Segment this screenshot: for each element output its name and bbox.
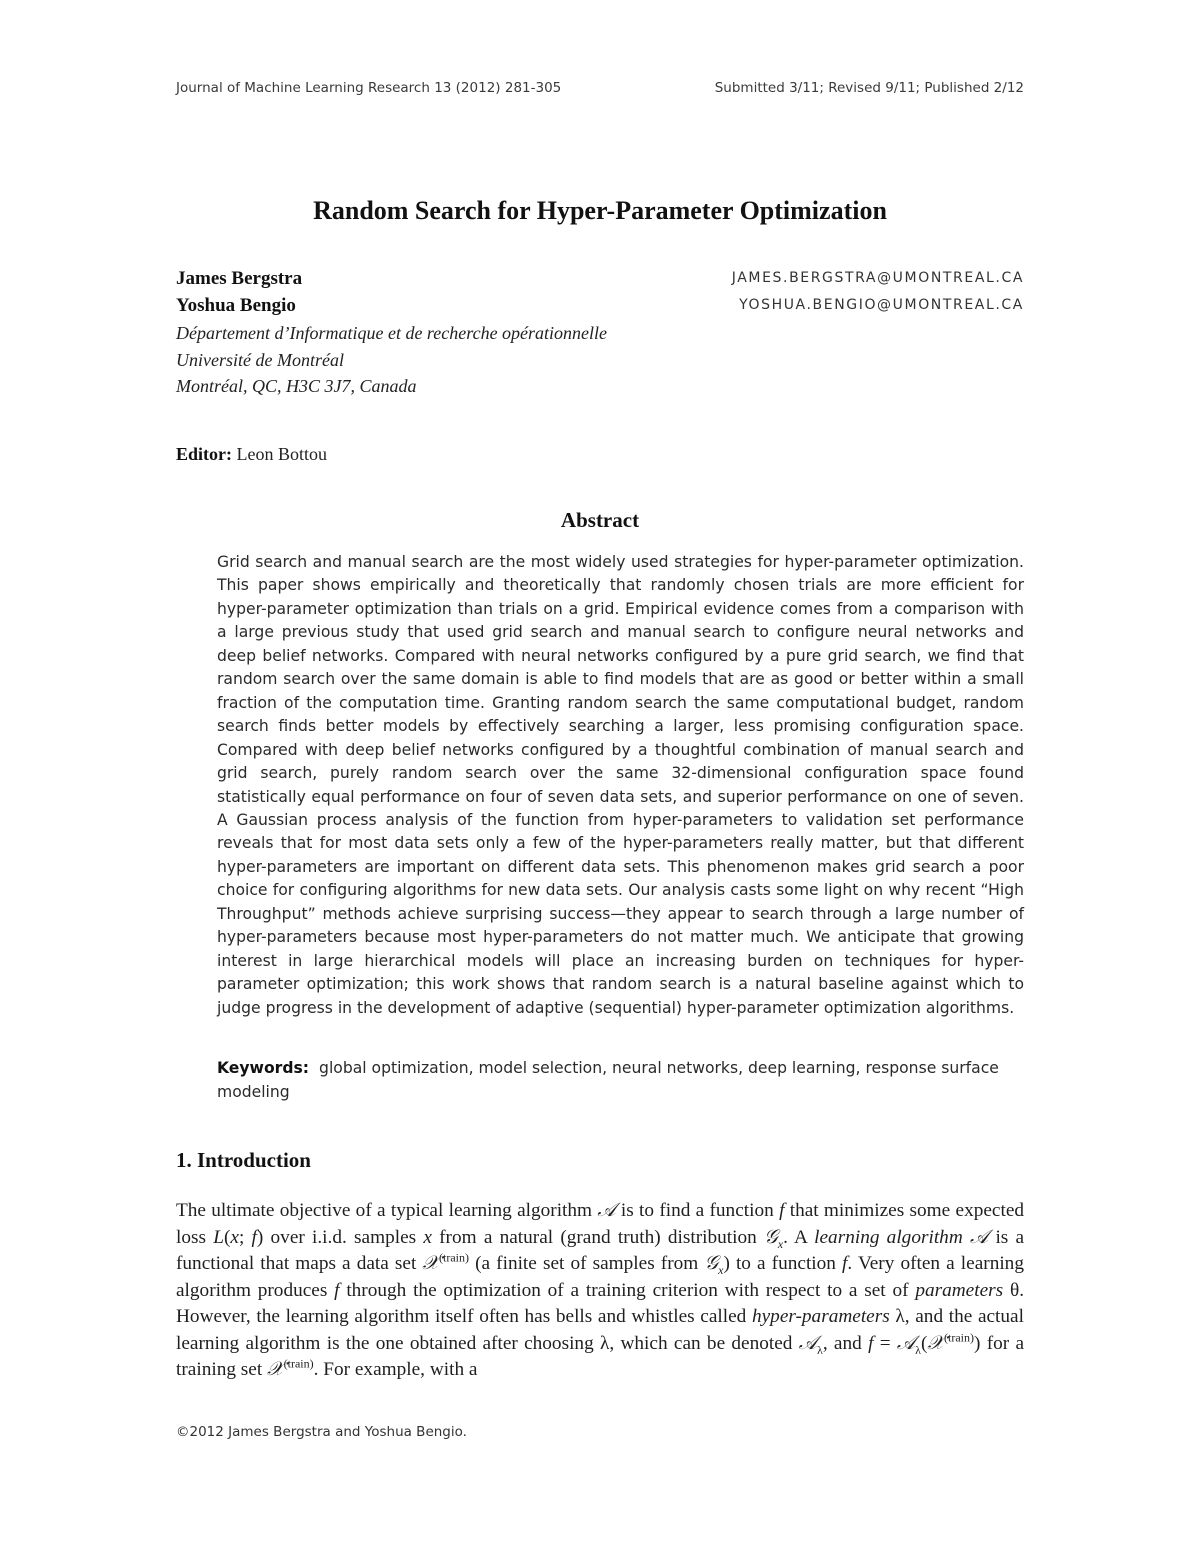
math-symbol: f (842, 1253, 848, 1274)
math-symbol: f (251, 1226, 257, 1248)
intro-text: ) to a function (723, 1253, 836, 1274)
math-symbol: f (868, 1332, 874, 1354)
math-symbol: ) (256, 1226, 264, 1248)
intro-text: for a training set (176, 1332, 1025, 1380)
math-symbol: 𝒜 (969, 1226, 989, 1248)
author-email: YOSHUA.BENGIO@UMONTREAL.CA (739, 297, 1024, 313)
math-symbol: x (230, 1226, 239, 1248)
affiliation-address: Montréal, QC, H3C 3J7, Canada (176, 376, 417, 396)
intro-text: . A (783, 1226, 807, 1248)
intro-text: . However, the learning algorithm itself often has bells and whistles called (176, 1279, 1025, 1327)
section-heading: 1. Introduction (176, 1148, 311, 1172)
math-symbol: 𝒳 (422, 1253, 440, 1274)
keywords-list: global optimization, model selection, neural networks, deep learning, response surface modeling (217, 1059, 999, 1101)
intro-text: (a finite set of samples from (475, 1253, 699, 1274)
math-symbol: 𝒢 (704, 1253, 719, 1274)
math-symbol: λ (915, 1342, 921, 1357)
math-symbol: ( (920, 1332, 928, 1354)
math-symbol: = (879, 1332, 891, 1354)
author-email: JAMES.BERGSTRA@UMONTREAL.CA (731, 270, 1024, 286)
journal-citation: Journal of Machine Learning Research 13 (2012) 281-305 (176, 80, 562, 96)
intro-text: , and the actual learning algorithm is the one obtained after choosing (176, 1306, 1024, 1354)
emphasis: hyper-parameters (751, 1306, 890, 1327)
math-symbol: (train) (439, 1250, 469, 1265)
math-symbol: λ (817, 1342, 823, 1357)
intro-text: that minimizes some expected loss (176, 1200, 1025, 1248)
author-name: James Bergstra (176, 268, 303, 289)
math-symbol: ; (238, 1226, 245, 1248)
intro-text: . Very often a learning algorithm produces (176, 1253, 1024, 1301)
author-row (176, 268, 1024, 294)
math-symbol: 𝒜 (798, 1332, 817, 1354)
math-symbol: 𝒳 (927, 1332, 944, 1354)
math-symbol: λ (600, 1332, 610, 1354)
intro-text: through the optimization of a training criterion with respect to a set of (346, 1279, 909, 1301)
affiliation (176, 320, 607, 400)
submission-dates: Submitted 3/11; Revised 9/11; Published 2/12 (714, 80, 1024, 96)
math-symbol: (train) (944, 1330, 974, 1345)
emphasis: parameters (915, 1279, 1004, 1301)
math-symbol: (train) (283, 1356, 314, 1371)
abstract-heading: Abstract (560, 508, 640, 532)
math-symbol: f (779, 1200, 785, 1221)
intro-text: is to find a function (620, 1200, 774, 1221)
math-symbol: 𝒜 (896, 1332, 916, 1354)
math-symbol: 𝒜 (597, 1200, 616, 1221)
copyright-footer: ©2012 James Bergstra and Yoshua Bengio. (176, 1424, 467, 1440)
emphasis: learning algorithm (814, 1226, 963, 1248)
intro-text: over i.i.d. samples (270, 1226, 417, 1248)
affiliation-university: Université de Montréal (176, 349, 344, 370)
keywords-label: Keywords: (217, 1059, 310, 1077)
math-symbol: θ (1009, 1279, 1020, 1301)
math-symbol: x (718, 1262, 724, 1277)
math-symbol: ( (223, 1226, 231, 1248)
math-symbol: 𝒢 (764, 1226, 778, 1248)
intro-text: is a functional that maps a data set (176, 1226, 1025, 1274)
intro-text: , which can be denoted (609, 1332, 793, 1354)
author-name: Yoshua Bengio (176, 295, 296, 316)
editor-line (176, 444, 327, 465)
math-symbol: L (213, 1226, 224, 1248)
math-symbol: x (423, 1226, 432, 1248)
math-symbol: 𝒳 (267, 1359, 284, 1380)
intro-text: from a natural (grand truth) distribution (439, 1226, 757, 1248)
math-symbol: x (777, 1236, 784, 1251)
math-symbol: ) (973, 1332, 981, 1354)
math-symbol: f (334, 1279, 340, 1301)
abstract-body: Grid search and manual search are the most widely used strategies for hyper-parameter optimization. This paper shows empirically and theoretically that randomly chosen trials are more efficient for hyper-parameter optimization than trials on a grid. Empirical evidence comes from a comparison with a large previous study that used grid search and manual search to configure neural networks and deep belief networks. Compared with neural networks configured by a pure grid search, we find that random search over the same domain is able to find models that are as good or better within a small fraction of the computation time. Granting random search the same computational budget, random search finds better models by effectively searching a larger, less promising configuration space. Compared with deep belief networks configured by a thoughtful combination of manual search and grid search, purely random search over the same 32-dimensional configuration space found statistically equal performance on four of seven data sets, and superior performance on one of seven. A Gaussian process analysis of the function from hyper-parameters to validation set performance reveals that for most data sets only a few of the hyper-parameters really matter, but that different hyper-parameters are important on different data sets. This phenomenon makes grid search a poor choice for configuring algorithms for new data sets. Our analysis casts some light on why recent “High Throughput” methods achieve surprising success—they appear to search through a large number of hyper-parameters because most hyper-parameters do not matter much. We anticipate that growing interest in large hierarchical models will place an increasing burden on techniques for hyper-parameter optimization; this work shows that random search is a natural baseline against which to judge progress in the development of adaptive (sequential) hyper-parameter optimization algorithms. (217, 553, 1024, 1017)
intro-text: The ultimate objective of a typical learning algorithm (176, 1200, 593, 1221)
keywords (217, 1057, 1024, 1104)
intro-text: , and (822, 1332, 862, 1354)
editor-name: Leon Bottou (236, 444, 327, 464)
editor-label: Editor: (176, 444, 232, 464)
math-symbol: λ (895, 1306, 905, 1327)
author-row (176, 295, 1024, 321)
intro-text: . For example, with a (313, 1359, 478, 1380)
affiliation-department: Département d’Informatique et de recherche opérationnelle (176, 323, 608, 343)
paper-title: Random Search for Hyper-Parameter Optimization (313, 196, 887, 225)
introduction-paragraph (176, 1198, 1024, 1384)
